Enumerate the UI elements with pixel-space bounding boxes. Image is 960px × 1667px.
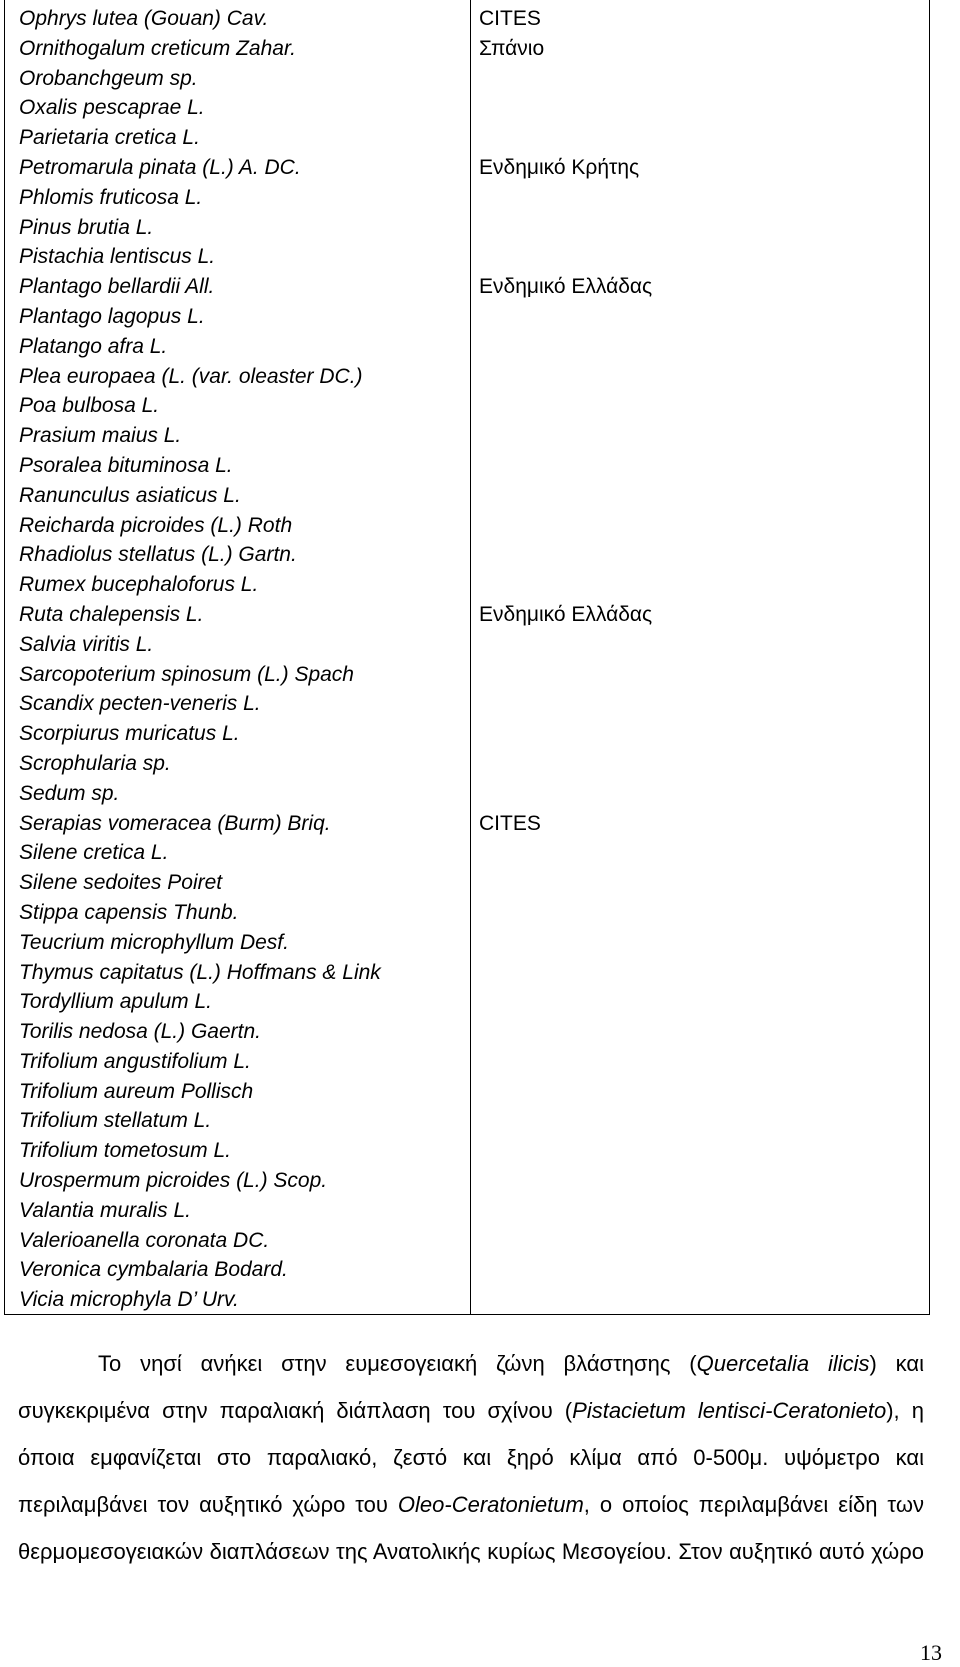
species-name: Thymus capitatus (L.) Hoffmans & Link	[19, 960, 381, 984]
table-row	[5, 749, 929, 779]
table-row	[5, 1226, 929, 1256]
species-name: Veronica cymbalaria Bodard.	[19, 1258, 288, 1282]
table-row	[5, 272, 929, 302]
species-name: Trifolium aureum Pollisch	[19, 1079, 254, 1103]
paragraph-text-4: , ο οποίος περιλαμβάνει είδη των θερμομεσογειακών διαπλάσεων της Ανατολικής κυρίως Μεσογείου. Στον αυξητικό αυτό χώρο	[18, 1492, 924, 1564]
paragraph-italic-3: Oleo-Ceratonietum	[397, 1492, 584, 1517]
species-name: Scandix pecten-veneris L.	[19, 692, 261, 716]
species-name: Pinus brutia L.	[19, 215, 154, 239]
table-row	[5, 987, 929, 1017]
species-name: Scrophularia sp.	[19, 751, 171, 775]
species-name: Oxalis pescaprae L.	[19, 96, 205, 120]
species-name: Platango afra L.	[19, 334, 168, 358]
table-row	[5, 809, 929, 839]
species-name: Sarcopoterium spinosum (L.) Spach	[19, 662, 354, 686]
table-row	[5, 838, 929, 868]
table-row	[5, 362, 929, 392]
table-row	[5, 1017, 929, 1047]
species-name: Sedum sp.	[19, 781, 120, 805]
page-number: 13	[920, 1640, 942, 1665]
species-name: Plea europaea (L. (var. oleaster DC.)	[19, 364, 363, 388]
table-row	[5, 1136, 929, 1166]
table-row	[5, 391, 929, 421]
table-row	[5, 4, 929, 34]
table-row	[5, 1285, 929, 1315]
table-row	[5, 868, 929, 898]
paragraph-text-1: Το νησί ανήκει στην ευμεσογειακή ζώνη βλάστησης (	[98, 1351, 697, 1376]
table-row	[5, 689, 929, 719]
species-name: Rhadiolus stellatus (L.) Gartn.	[19, 543, 297, 567]
table-row	[5, 600, 929, 630]
species-name: Valantia muralis L.	[19, 1198, 191, 1222]
species-name: Trifolium angustifolium L.	[19, 1049, 251, 1073]
species-name: Ornithogalum creticum Zahar.	[19, 36, 296, 60]
species-name: Poa bulbosa L.	[19, 394, 160, 418]
species-name: Teucrium microphyllum Desf.	[19, 930, 289, 954]
table-row	[5, 421, 929, 451]
table-row	[5, 183, 929, 213]
species-name: Ranunculus asiaticus L.	[19, 483, 241, 507]
conservation-status: CITES	[479, 7, 541, 30]
species-name: Rumex bucephaloforus L.	[19, 573, 259, 597]
species-name: Plantago bellardii All.	[19, 275, 215, 299]
species-name: Vicia microphyla D’ Urv.	[19, 1288, 239, 1312]
table-row	[5, 1047, 929, 1077]
species-name: Reicharda picroides (L.) Roth	[19, 513, 293, 537]
table-row	[5, 719, 929, 749]
table-row	[5, 1196, 929, 1226]
species-name: Trifolium tometosum L.	[19, 1139, 231, 1163]
table-row	[5, 1255, 929, 1285]
table-row	[5, 630, 929, 660]
table-row	[5, 153, 929, 183]
paragraph-text-3: ), η όποια εμφανίζεται στο παραλιακό, ζεστό και ξηρό κλίμα από 0-500μ. υψόμετρο και περιλαμβάνει τον αυξητικό χώρο του	[18, 1398, 924, 1517]
table-row	[5, 332, 929, 362]
species-table	[4, 0, 930, 1315]
table-row	[5, 570, 929, 600]
table-rows	[5, 4, 929, 1315]
species-name: Scorpiurus muricatus L.	[19, 722, 240, 746]
conservation-status: Σπάνιο	[479, 36, 545, 60]
table-row	[5, 660, 929, 690]
table-row	[5, 958, 929, 988]
conservation-status: Ενδημικό Ελλάδας	[479, 275, 653, 299]
table-row	[5, 1106, 929, 1136]
paragraph-italic-1: Quercetalia ilicis	[696, 1351, 870, 1376]
conservation-status: Ενδημικό Κρήτης	[479, 155, 640, 179]
species-name: Silene sedoites Poiret	[19, 871, 223, 895]
species-name: Salvia viritis L.	[19, 632, 154, 656]
species-name: Ruta chalepensis L.	[19, 602, 204, 626]
table-row	[5, 213, 929, 243]
paragraph-italic-2: Pistacietum lentisci-Ceratonieto	[572, 1398, 887, 1423]
table-row	[5, 928, 929, 958]
species-name: Pistachia lentiscus L.	[19, 245, 216, 269]
species-name: Phlomis fruticosa L.	[19, 185, 203, 209]
species-name: Parietaria cretica L.	[19, 126, 200, 150]
species-name: Stippa capensis Thunb.	[19, 900, 239, 924]
species-name: Tordyllium apulum L.	[19, 990, 212, 1014]
table-row	[5, 64, 929, 94]
conservation-status: Ενδημικό Ελλάδας	[479, 602, 653, 626]
table-row	[5, 779, 929, 809]
table-row	[5, 1077, 929, 1107]
table-row	[5, 93, 929, 123]
species-name: Petromarula pinata (L.) A. DC.	[19, 155, 301, 179]
table-row	[5, 1166, 929, 1196]
body-paragraph	[18, 1340, 924, 1575]
species-name: Urospermum picroides (L.) Scop.	[19, 1169, 328, 1193]
species-name: Trifolium stellatum L.	[19, 1109, 212, 1133]
table-row	[5, 242, 929, 272]
paragraph-text-2: ) και συγκεκριμένα στην παραλιακή διάπλαση του σχίνου (	[18, 1351, 925, 1423]
paragraph-text	[18, 1340, 924, 1575]
table-row	[5, 898, 929, 928]
table-row	[5, 123, 929, 153]
table-row	[5, 302, 929, 332]
table-row	[5, 481, 929, 511]
species-name: Serapias vomeracea (Burm) Briq.	[19, 811, 331, 835]
species-name: Prasium maius L.	[19, 424, 182, 448]
species-name: Valerioanella coronata DC.	[19, 1228, 270, 1252]
species-name: Plantago lagopus L.	[19, 304, 205, 328]
species-name: Psoralea bituminosa L.	[19, 453, 233, 477]
species-name: Torilis nedosa (L.) Gaertn.	[19, 1020, 262, 1044]
table-row	[5, 540, 929, 570]
species-name: Silene cretica L.	[19, 841, 169, 865]
table-row	[5, 451, 929, 481]
table-row	[5, 34, 929, 64]
species-name: Ophrys lutea (Gouan) Cav.	[19, 7, 269, 30]
species-name: Orobanchgeum sp.	[19, 66, 198, 90]
table-row	[5, 511, 929, 541]
conservation-status: CITES	[479, 811, 541, 835]
